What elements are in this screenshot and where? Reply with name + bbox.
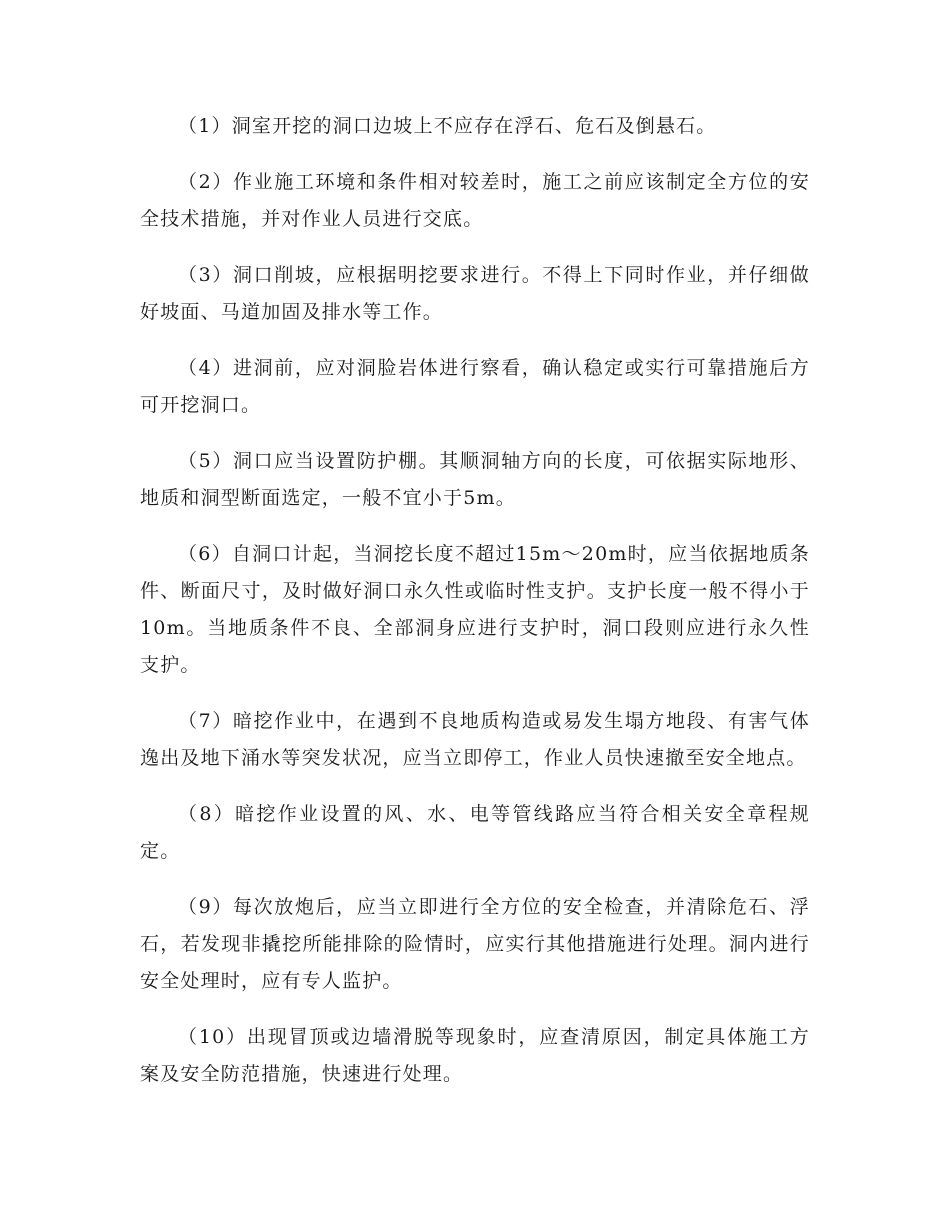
paragraph-5: （5）洞口应当设置防护棚。其顺洞轴方向的长度，可依据实际地形、地质和洞型断面选定，一般不宜小于5m。 <box>140 450 810 509</box>
paragraph-2: （2）作业施工环境和条件相对较差时，施工之前应该制定全方位的安全技术措施，并对作业人员进行交底。 <box>140 171 810 230</box>
paragraph-6: （6）自洞口计起，当洞挖长度不超过15m～20m时，应当依据地质条件、断面尺寸，及时做好洞口永久性或临时性支护。支护长度一般不得小于10m。当地质条件不良、全部洞身应进行支护时，洞口段则应进行永久性支护。 <box>140 543 810 676</box>
paragraph-8: （8）暗挖作业设置的风、水、电等管线路应当符合相关安全章程规定。 <box>140 803 810 862</box>
paragraph-1: （1）洞室开挖的洞口边坡上不应存在浮石、危石及倒悬石。 <box>178 115 717 137</box>
paragraph-9: （9）每次放炮后，应当立即进行全方位的安全检查，并清除危石、浮石，若发现非撬挖所能排除的险情时，应实行其他措施进行处理。洞内进行安全处理时，应有专人监护。 <box>140 896 810 992</box>
paragraph-7: （7）暗挖作业中，在遇到不良地质构造或易发生塌方地段、有害气体逸出及地下涌水等突发状况，应当立即停工，作业人员快速撤至安全地点。 <box>140 710 810 769</box>
paragraph-3: （3）洞口削坡，应根据明挖要求进行。不得上下同时作业，并仔细做好坡面、马道加固及排水等工作。 <box>140 264 810 323</box>
paragraph-4: （4）进洞前，应对洞脸岩体进行察看，确认稳定或实行可靠措施后方可开挖洞口。 <box>140 357 810 416</box>
paragraph-10: （10）出现冒顶或边墙滑脱等现象时，应查清原因，制定具体施工方案及安全防范措施，快速进行处理。 <box>140 1026 810 1085</box>
